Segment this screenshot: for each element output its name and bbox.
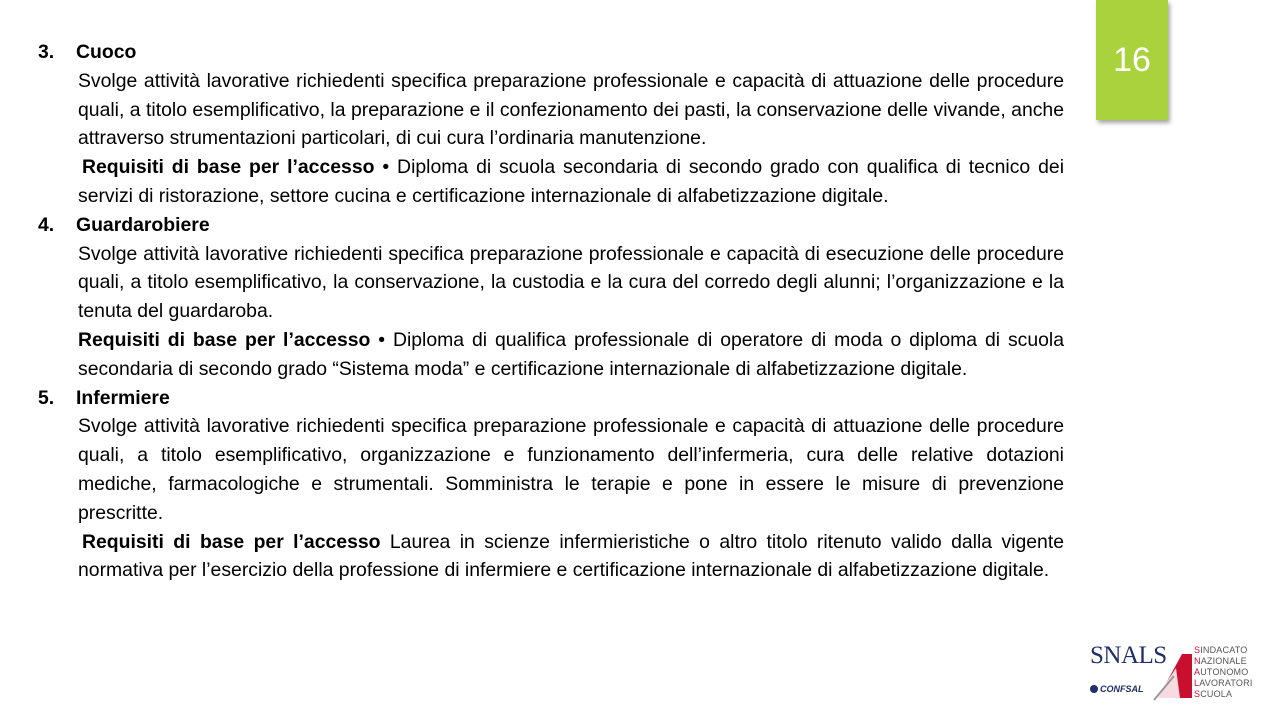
requirements-text: • Diploma di qualifica professionale di operatore di moda o diploma di scuola secondaria di secondo grado “Sistema moda” e certificazione internazionale di alfabetizzazione digitale. <box>78 328 1065 380</box>
section-infermiere <box>38 384 1064 586</box>
confsal-dot-icon <box>1090 685 1098 693</box>
section-heading <box>38 384 1064 413</box>
requirements-label: Requisiti di base per l’accesso <box>82 530 381 553</box>
logo-mark-icon <box>1152 646 1196 702</box>
section-title: Cuoco <box>76 41 137 63</box>
logo-words <box>1194 645 1253 700</box>
section-requirements <box>78 528 1064 586</box>
snals-logo <box>1090 640 1260 704</box>
section-heading <box>38 211 1064 240</box>
page-number-badge: 16 <box>1096 0 1168 120</box>
document-body <box>38 38 1064 585</box>
section-requirements <box>78 326 1064 384</box>
section-description: Svolge attività lavorative richiedenti specifica preparazione professionale e capacità di attuazione delle procedure quali, a titolo esemplificativo, la preparazione e il confezionamento dei pasti, la conservazione delle vivande, anche attraverso strumentazioni particolari, di cui cura l’ordinaria manutenzione. <box>78 69 1064 150</box>
logo-confsal-text: CONFSAL <box>1100 684 1144 694</box>
section-description: Svolge attività lavorative richiedenti specifica preparazione professionale e capacità di esecuzione delle procedure quali, a titolo esemplificativo, la conservazione, la custodia e la cura del corredo degli alunni; l’organizzazione e la tenuta del guardaroba. <box>78 242 1064 323</box>
requirements-label: Requisiti di base per l’accesso <box>82 156 375 179</box>
logo-word: SINDACATO <box>1194 645 1248 655</box>
section-title: Guardarobiere <box>76 213 210 236</box>
requirements-text: Laurea in scienze infermieristiche o altro titolo ritenuto valido dalla vigente normativa per l’esercizio della professione di infermiere e certificazione internazionale di alfabetizzazione digitale. <box>78 530 1064 582</box>
section-cuoco <box>38 38 1064 211</box>
section-heading <box>38 38 1064 67</box>
section-description: Svolge attività lavorative richiedenti specifica preparazione professionale e capacità di attuazione delle procedure quali, a titolo esemplificativo, organizzazione e funzionamento dell’infermeria, cura delle relative dotazioni mediche, farmacologiche e strumentali. Somministra le terapie e pone in essere le misure di prevenzione prescritte. <box>78 415 1064 524</box>
logo-word: NAZIONALE <box>1194 656 1247 666</box>
requirements-text: • Diploma di scuola secondaria di secondo grado con qualifica di tecnico dei servizi di ristorazione, settore cucina e certificazione internazionale di alfabetizzazione digitale. <box>78 156 1065 207</box>
logo-word: SCUOLA <box>1194 689 1233 699</box>
section-number: 3. <box>38 41 55 63</box>
logo-word: AUTONOMO <box>1194 667 1249 677</box>
logo-confsal <box>1090 684 1144 694</box>
logo-brand-text: SNALS <box>1090 642 1167 669</box>
section-number: 4. <box>38 213 55 236</box>
requirements-label: Requisiti di base per l’accesso <box>78 328 371 351</box>
section-number: 5. <box>38 386 55 409</box>
section-requirements <box>78 153 1064 211</box>
section-guardarobiere <box>38 211 1064 384</box>
section-title: Infermiere <box>76 386 170 409</box>
logo-word: LAVORATORI <box>1194 678 1253 688</box>
